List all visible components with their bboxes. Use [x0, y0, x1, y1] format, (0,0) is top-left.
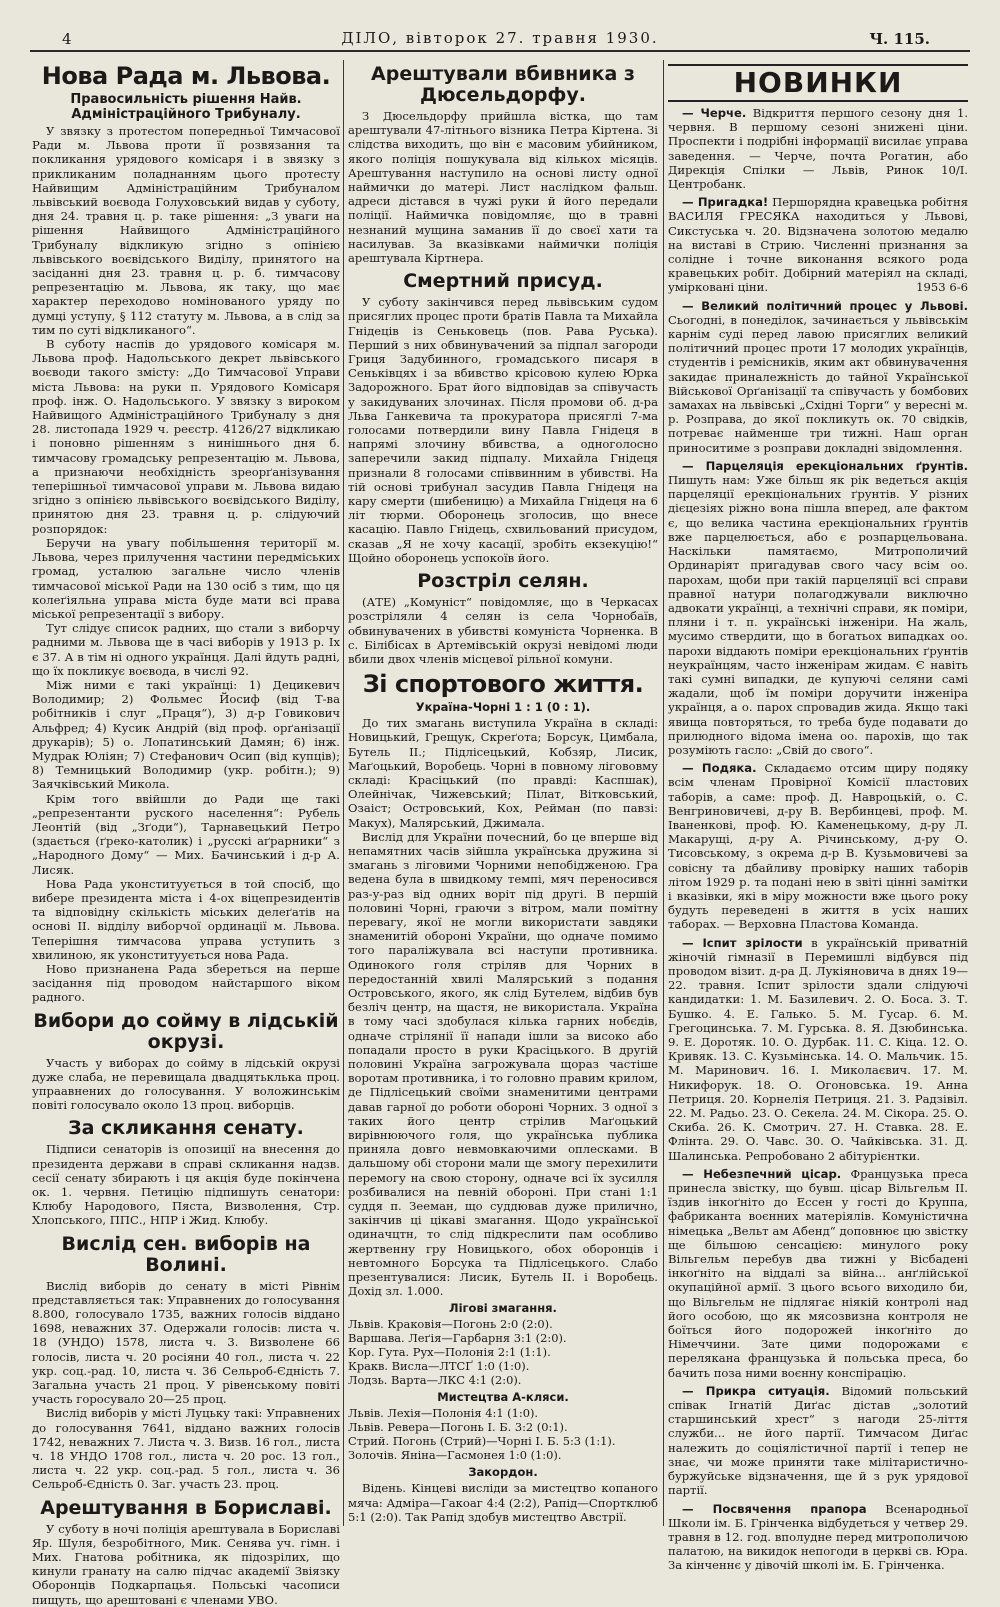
news-item: [668, 1167, 968, 1380]
result-line: Львів. Лехія—Полонія 4:1 (1:0).: [348, 1406, 539, 1421]
paragraph: Вислід виборів у місті Луцьку такі: Управнених до голосування 7641, віддано важних голосів 1742, неважних 7. Листа ч. 3. Визв. 16 гол., листа ч. 18 УНДО 1708 гол., листа ч. 20 рос. 13 гол., листа ч. 22 укр. соц.-рад. 5 гол., листа ч. 36 Сельроб-Єдність 0. Заг. участь 23. проц.: [32, 1406, 340, 1492]
column-1: [32, 62, 340, 1607]
paragraph: З Дюсельдорфу прийшла вістка, що там арештували 47-літнього візника Петра Кіртена. Зі слідства виходить, що він є масовим убийником, якого поліція пошукувала від кількох місяців. Арештування наступило на основі листу одної наймички до матері. Лист наслідком фальш. адреси дістався в чужі руки й його передали поліції. Наймичка повідомляє, що в травні незнаний мущина заманив її до своєї хати та насилував. За вказівками наймички поліція арештувала Кіртнера.: [348, 109, 658, 266]
article-title: Розстріл селян.: [417, 570, 589, 593]
section-title: Мистецтва А-кляси.: [437, 1390, 569, 1405]
news-text: Відомий польський співак Ігнатій Диґас дістав „золотий старшинський хрест“ з нагоди 25-ліття служби... не його партії. Тимчасом Диґас належить до соціялістичної партії і тепер не знає, чи може приняти таке мілітаристично-буржуйське відзначення, ще й з рук урядової партії.: [668, 1383, 968, 1498]
news-item: [668, 761, 968, 931]
result-line: Львів. Ревера—Погонь І. Б. 3:2 (0:1).: [348, 1420, 568, 1435]
paragraph: (АТЕ) „Комуніст“ повідомляє, що в Черкасах розстріляли 4 селян із села Чорнобаїв, обвинувачених в убивстві комуніста Чорненка. В с. Білібісах в Артемівській окрузі невідомі люди вбили двох членів місцевої рільної комуни.: [348, 595, 658, 666]
news-item: [668, 299, 968, 455]
news-lead: — Небезпечний цісар.: [682, 1166, 842, 1181]
paragraph: Вислід для України почесний, бо це вперше від непамятних часів зійшла українська дружина зі змагань з ліговими Чорними непобідженою. Гра ведена була в швидкому темпі, мяч переносився раз-у-раз від одних воріт під другі. В першій половині Чорні, граючи з вітром, мали помітну перевагу, якої не могли використати завдяки знаменитій обороні України, що одначе помимо того параліжувала всі наступи противника. Одинокого голя стріляв для Чорних в передостанній хвилі Малярський з подання Островського, якого, як слід Бутелем, відбив був безліч центр, на щастя, не використала. Україна в тому часі здобулася кілька гарних нобєдів, одначе стрілянії її напади ішли за високо або попадали просто в руки Красіцького. В другій половині Україна загрожувала щораз частіше воротам противника, і то головно правим крилом, де Підлісецький своїми знаменитими центрами давав гарної до роботи обороні Чорних. З одної з таких його центр стрілив Маґоцький вирівнюючого голя, що українська публика приняла довго невмовкаючими оплесками. В дальшому обі сторони мали ще змогу перехилити перемогу на свою сторону, одначе всі їх зусилля розбивалися на певній обороні. При стані 1:1 суддя п. Зееман, що суддював дуже прилично, закінчив ці цікаві змагання. Щодо української одиначцтн, то слід підкреслити пам особливо жертвенну гру Новицького, обох оборонців і невтомного Борсука та Підлісецького. Слабо презентувалися: Лисик, Бутель II. і Воробець. Дохід зл. 1.000.: [348, 829, 658, 1299]
column-rule: [343, 60, 344, 1526]
news-lead: — Великий політичний процес у Львові.: [682, 298, 968, 313]
article-title: За скликання сенату.: [68, 1117, 304, 1140]
result-line: Кракв. Висла—ЛТСҐ 1:0 (1:0).: [348, 1359, 530, 1374]
news-text: Французька преса принесла звістку, що бувш. цісар Вільгельм II. їздив інкоґніто до Ессен у гості до Круппа, фабриканта воєнних матеріялів. Комуністична німецька „Вельт ам Абенд“ доповнює цю звістку ще більшою сенсацією: минулого року Вільгельм перебув два тижні у Вісбадені інкоґніто на віддалі за війна... анґлійської окупаційної армії. З цього всього виходило би, що Вільгельм не підлягає ніякій контролі над його особою, що як мясозвизна контроля не боїться його подорожей інкоґніто до Німеччини. Зате цими подорожами є перелякана французька й польська преса, бо бачить поза ними воєнну конспірацію.: [668, 1166, 969, 1380]
news-text: Першорядна кравецька робітня ВАСИЛЯ ГРЕСЯКА находиться у Львові, Сикстуська ч. 20. Відзначена золотою медалю на виставі в Стрию. Численні признання за солідне і точне виконання всякого рода кравецьких робіт. Добірний матеріял на складі, умірковані ціни.: [668, 195, 969, 295]
news-lead: — Подяка.: [682, 761, 757, 776]
article-subtitle: Правосильність рішення Найв. Адміністраційного Трибуналу.: [70, 92, 302, 122]
paragraph: У звязку з протестом попередньої Тимчасової Ради м. Львова проти її розвязання та покликання урядового комісаря і в звязку з прикликаним поладнанням цього протесту Найвищим Адміністраційним Трибуналом львівський воєвода Голуховський видав у суботу, дня 24. травня ц. р. таке рішення: „З уваги на рішення Найвищого Адміністраційного Трибуналу відкликую згідно з опінією львівського воєвідського Виділу, принятого на засіданні дня 23. травня ц. р. б. тимчасову репрезентацію м. Львова, як таку, що має характер переходово номінованого уряду по думці уступу, § 112 статуту м. Львова, а в слід за тим по суті відкликаного“.: [32, 124, 340, 337]
paragraph: До тих змагань виступила Україна в складі: Новицький, Грещук, Скреґота; Борсук, Цимбала, Бутель II.; Підлісецький, Кобзяр, Лисик, Маґоцький, Воробець. Чорні в повному лігововму складі: Красіцький (по правді: Каспшак), Олейнічак, Чижевський; Пілат, Вітковський, Озаіст; Островський, Кох, Рейман (по павзі: Макух), Малярський, Джимала.: [348, 716, 658, 830]
column-2: [348, 62, 658, 1526]
paragraph: Нова Рада уконституується в той спосіб, що вибере президента міста і 4-ох віцепрезидентів та відповідну скількість міських делеґатів на основі II. відділу виборчої ординації м. Львова. Теперішня тимчасова управа уступить з хвилиною, як уконституується нова Рада.: [32, 876, 340, 962]
result-line: Стрий. Погонь (Стрий)—Чорні І. Б. 5:3 (1:1).: [348, 1434, 616, 1449]
paragraph: Вислід виборів до сенату в місті Рівнім представляється так: Управнених до голосування 8.800, голосувало 1735, важних голосів віддано 1698, неважних 37. Одержали голосів: листа ч. 18 (УНДО) 1578, листа ч. 3. Визволене 66 голосів, листа ч. 20 росіяни 40 гол., листа ч. 22 укр. соц.-рад. 10, листа ч. 36 Сельроб-Єдність 7. Загальна участь 21 проц. У рівенському повіті участь горосувало 20—25 проц.: [32, 1278, 340, 1407]
section-title: Лігові змагання.: [449, 1301, 557, 1316]
news-lead: — Прикра ситуація.: [682, 1383, 830, 1398]
paragraph: Крім того ввійшли до Ради ще такі „репрезентанти руского населення“: Рубель Леонтій (від „Зґоди“), Тарнавецький Петро (здається (ґреко-католик) і „русскі аґрарники“ з „Народного Дому“ — Мих. Бачинський і д-р А. Лисяк.: [32, 791, 340, 877]
article-title: Вибори до сойму в лідській окрузі.: [33, 1009, 339, 1053]
page-number: 4: [62, 30, 72, 48]
article-title: Вислід сен. виборів на Волині.: [61, 1232, 311, 1276]
result-line: Лодзь. Варта—ЛКС 4:1 (2:0).: [348, 1373, 522, 1388]
news-text: Пишуть нам: Уже більш як рік ведеться акція парцеляції ерекціональних ґрунтів. У різних дієцезіях ріжно вона пішла вперед, але фактом є, що велика частина ерекціональних ґрунтів вже парцелюється, або є розпарцельована. Наскільки памятаємо, Митрополичий Ординаріят пригадував свого часу всім оо. парохам, щоби при такій парцеляції всі справи правної натури полагоджували виключно адвокати українці, а технічні справи, як поміри, пляни і т. п. українські інженіри. На жаль, мусимо ствердити, що в богатьох випадках оо. парохи віддають поміри ерекціональних ґрунтів неукраїнцям, часто інженірам жидам. Є навіть такі сумні випадки, де купуючі селяни самі жадали, щоб їм поміри доручити інженіра українця, а о. парох спровадив жида. Якщо такі явища повторяться, то треба буде подавати до прилюдного відома імена оо. парохів, що так розуміють гасло: „Свій до свого“.: [668, 473, 968, 757]
news-lead: — Іспит зрілости: [682, 935, 803, 950]
news-lead: — Черче.: [682, 106, 747, 120]
paragraph: Участь у виборах до сойму в лідській окрузі дуже слаба, не перевищала двадцятьклька проц. упраавнених до голосування. У воложинськім повіті голосувало около 13 проц. виборців.: [32, 1055, 340, 1113]
paragraph: Підписи сенаторів із опозиції на внесення до президента держави в справі скликання надзв. сесії сенату збирають і ця акція буде покінчена ок. 1. червня. Петицію підпишуть сенатори: Клюбу Народового, Пяста, Визволення, Стр. Хлопського, ППС., НПР і Жид. Клюбу.: [32, 1142, 340, 1228]
issue-number: Ч. 115.: [869, 30, 930, 48]
article-title: Нова Рада м. Львова.: [41, 62, 331, 90]
article-title: Арештування в Бориславі.: [40, 1496, 332, 1519]
paragraph: Беручи на увагу побільшення території м. Львова, через прилучення частини передміських громад, усталюю загальне число членів тимчасової міської Ради на 130 осіб з тим, що ця колеґіяльна управа міста буде мати всі права міської репрезентації з вибору.: [32, 535, 340, 621]
news-lead: — Пригадка!: [682, 195, 769, 210]
ad-code: 1953 6-6: [916, 280, 968, 295]
match-score: Україна-Чорні 1 : 1 (0 : 1).: [415, 700, 591, 715]
paragraph: У суботу закінчився перед львівським судом присяглих процес проти братів Павла та Михайла Гнідеців із Сеньковець (пов. Рава Руська). Перший з них обвинувачений за підпал загороди Гриця Задубинного, громадського писаря в Сеньківцях і за вбивство крісовою кулею Юрка Задорожного. Брат його відповідав за співучасть у закидуваних злочинах. Після промови об. д-ра Льва Ганкевича та прокуратора присяглі 7-ма голосами потвердили вину Павла Гнідеця в напрямі злочину вбивства, а одноголосно заперечили закид підпалу. Михайла Гнідеця признали 8 голосами співвинним в убивстві. На тій основі трибунал засудив Павла Гнідеця на кару смерти (шибеницю) а Михайла Гнідеця на 6 літ тюрми. Оборонець зголосив, що внесе касацію. Павло Гнідець, схвильований присудом, сказав „Я не хочу касації, зробіть екзекуцію!“ Щойно оборонець успокоїв його.: [348, 295, 658, 565]
result-line: Львів. Краковія—Погонь 2:0 (2:0).: [348, 1317, 553, 1332]
column-3: [668, 62, 969, 1573]
news-item: [668, 195, 968, 294]
news-lead: — Посвячення прапора: [682, 1501, 867, 1516]
article-title: Арештували вбивника з Дюсельдорфу.: [371, 63, 635, 106]
news-item: [668, 1384, 968, 1498]
article-title: Смертний присуд.: [403, 270, 603, 293]
news-item: [668, 1502, 968, 1573]
news-item: [668, 936, 968, 1163]
paragraph: У суботу в ночі поліція арештувала в Бориславі Яр. Шуля, безробітного, Мик. Сенява уч. гімн. і Мих. Гнатова робітника, як підозрілих, що кинули гранату на салю підчас академії Звіязку Оборонців Подкарпацья. Польські часописи пищуть, що арештовані є членами УВО.: [32, 1521, 340, 1607]
paragraph: Відень. Кінцеві висліди за мистецтво копаного мяча: Адміра—Гакоаг 4:4 (2:2), Рапід—Спортклюб 5:1 (2:0). Так Рапід здобув мистецтво Австрії.: [348, 1481, 658, 1524]
section-title: Закордон.: [468, 1465, 538, 1480]
news-text: в українській приватній жіночій гімназії в Перемишлі відбувся під проводом візит. д-ра Д. Лукіяновича в днях 19—22. травня. Іспит зрілости здали слідуючі кандидатки: 1. М. Базилевич. 2. О. Боса. 3. Т. Бушко. 4. Е. Галько. 5. М. Гусар. 6. М. Грегоцинська. 7. М. Гурська. 8. Я. Дзюбинська. 9. Е. Доротяк. 10. О. Дурбак. 11. С. Кіца. 12. О. Кривяк. 13. С. Кузьмінська. 14. О. Мальчик. 15. М. Маринович. 16. І. Миколаєвич. 17. М. Никифорук. 18. О. Огоновська. 19. Анна Петриця. 20. Корнелія Петриця. 21. З. Радзівіл. 22. М. Радьо. 23. О. Секела. 24. М. Сікора. 25. О. Скиба. 26. К. Смотрич. 27. Н. Ставка. 28. Е. Флінта. 29. О. Чавс. 30. О. Чайківська. 31. Д. Шалинська. Репробовано 2 абітурієнтки.: [668, 935, 968, 1163]
news-text: Сьогодні, в понеділок, зачинається у львівськім карнім суді перед лавою присяглих великий політичний процес проти 17 молодих українців, студентів і ремісників, яким акт обвинувачення закидає приналежність до тайної Української Військової Орґанізації та співучасть у бомбових замахах на львівські „Східні Торги“ у вересні м. р. Розправа, до якої покликуть ок. 70 свідків, потреває найменше три тижні. Наш орган приноситиме з розправи докладні звідомлення.: [668, 312, 968, 455]
section-heading: НОВИНКИ: [668, 64, 968, 102]
page-header: [30, 26, 970, 52]
result-line: Кор. Гута. Рух—Полонія 2:1 (1:1).: [348, 1345, 551, 1360]
news-text: Відкриття першого сезону дня 1. червня. В першому сезоні знижені ціни. Проспекти і подрібні інформації висилає управа заведення. — Черче, почта Рогатин, або Дирекція Спілки — Львів, Ринок 10/I. Центробанк.: [668, 106, 969, 192]
column-rule: [663, 60, 664, 1526]
news-item: [668, 106, 968, 191]
news-text: Складаємо отсим щиру подяку всім членам Провірної Комісії пластових таборів, а саме: проф. Д. Навроцькій, о. С. Венгриновичеві, д-ру В. Вербинцеві, проф. М. Іваненкові, проф. Ю. Каменецькому, д-ру Л. Макарущі, д-ру А. Річинському, д-ру О. Тисовському, з окрема д-р В. Кузьмовичеві за совісну та дбайливу провірку наших таборів літом 1929 р. та подані нею в звіті цінні замітки і вказівки, які в міру можности вже цього року будуть переведені в життя в усіх наших таборах. — Верховна Пластова Команда.: [668, 761, 969, 932]
paragraph: Тут слідує список радних, що стали з виборчу радними м. Львова ще в часі виборів у 1913 р. Іх є 37. А в тім ні одного українця. Далі йдуть радні, що їх покликує воєвода, в числі 92.: [32, 621, 340, 678]
paragraph: В суботу наспів до урядового комісаря м. Львова проф. Надольського декрет львівського воєводи такого змісту: „До Тимчасової Управи міста Львова: на руки п. Урядового Комісаря проф. інж. О. Надольського. У звязку з вироком Найвищого Адміністраційного Трибуналу з дня 28. листопада 1929 ч. реєстр. 4126/27 відкликаю і поновно рішенням з нинішнього дня б. тимчасову громадську репрезентацію м. Львова, а признаючи необхідність зреорґанізування теперішньої тимчасової управи м. Львова видаю згідно з опінією львівського воєвідського Виділу, принятою дня 23. травня ц. р. слідуючий розпорядок:: [32, 337, 340, 536]
result-line: Золочів. Яніна—Гасмонея 1:0 (1:0).: [348, 1448, 562, 1463]
result-line: Варшава. Леґія—Гарбарня 3:1 (2:0).: [348, 1331, 567, 1346]
masthead: ДІЛО, вівторок 27. травня 1930.: [341, 29, 659, 47]
news-item: [668, 459, 968, 757]
news-text: Всенародньої Школи ім. Б. Грінченка відбудеться у четвер 29. травня в 12. год. вполудне перед митрополичою палатою, на викидок непогоди в церкві св. Юра. За кінченнє у дівочій школі ім. Б. Грінченка.: [668, 1501, 969, 1573]
paragraph: Ново признанена Рада збереться на перше засідання під проводом найстаршого віком радного.: [32, 961, 340, 1005]
news-lead: — Парцеляція ерекціональних ґрунтів.: [682, 458, 968, 473]
paragraph: Між ними є такі українці: 1) Децикевич Володимир; 2) Фольмес Йосиф (від Т-ва робітників і слуг „Праця“), 3) д-р Говикович Альфред; 4) Кусик Андрій (від проф. орґанізації друкарів); 5) о. Лопатинський Дамян; 6) інж. Мудрак Юліян; 7) Стефанович Осип (від купців); 8) Темницький Володимир (укр. робітн.); 9) Заячківський Микола.: [32, 677, 340, 792]
article-title: Зі спортового життя.: [362, 670, 644, 699]
